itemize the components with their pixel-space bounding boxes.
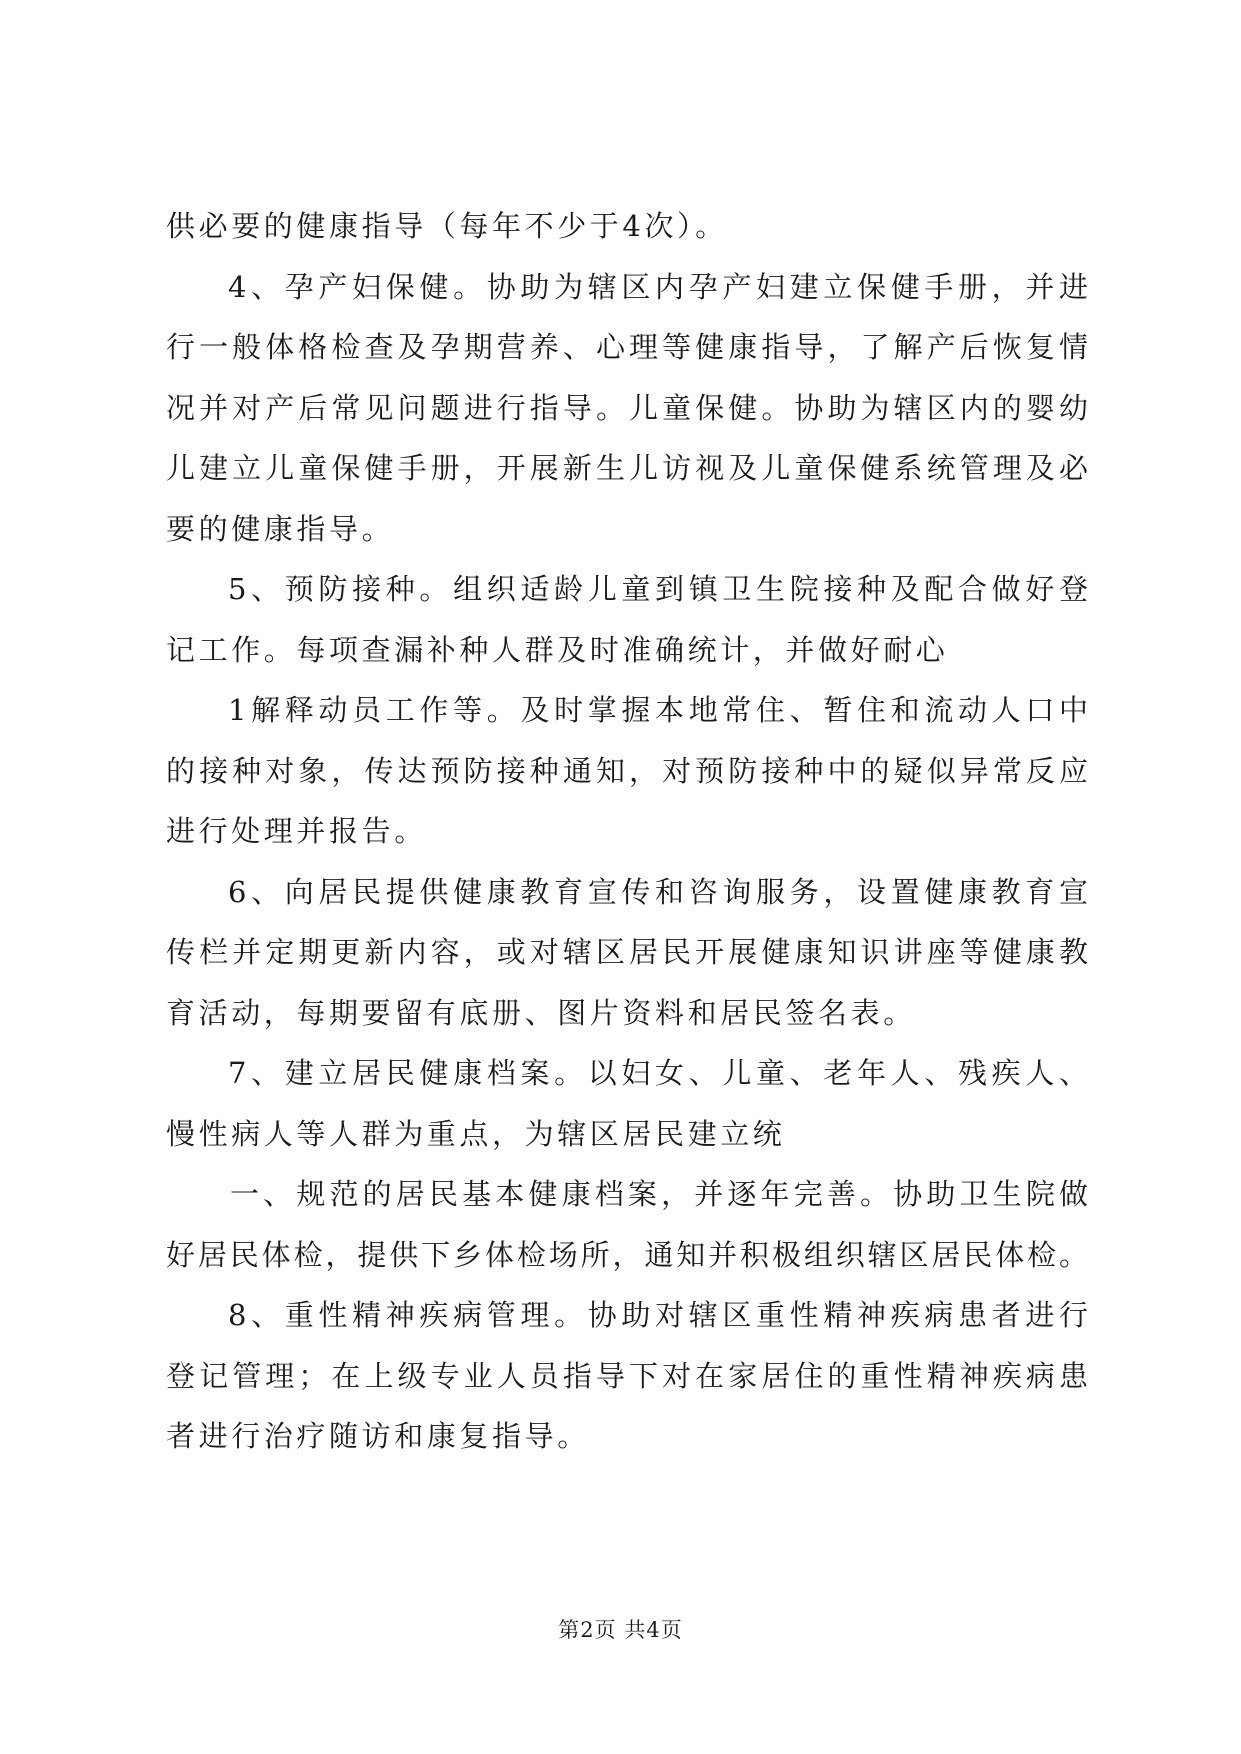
text-line: 进行处理并报告。 [166, 814, 427, 848]
text-line: 8、重性精神疾病管理。协助对辖区重性精神疾病患者进行 [228, 1298, 1088, 1332]
text-line: 一、规范的居民基本健康档案，并逐年完善。协助卫生院做 [230, 1177, 1088, 1211]
body-text [166, 196, 1088, 1467]
text-line: 4、孕产妇保健。协助为辖区内孕产妇建立保健手册，并进 [228, 269, 1088, 304]
text-line: 要的健康指导。 [166, 511, 395, 546]
text-line: 登记管理；在上级专业人员指导下对在家居住的重性精神疾病患 [166, 1358, 1088, 1393]
text-line: 5、预防接种。组织适龄儿童到镇卫生院接种及配合做好登 [228, 572, 1088, 606]
text-line: 慢性病人等人群为重点，为辖区居民建立统 [166, 1116, 786, 1151]
text-line: 传栏并定期更新内容，或对辖区居民开展健康知识讲座等健康教 [166, 935, 1088, 969]
text-line: 的接种对象，传达预防接种通知，对预防接种中的疑似异常反应 [166, 753, 1088, 788]
text-line: 1解释动员工作等。及时掌握本地常住、暂住和流动人口中 [228, 693, 1088, 727]
text-line: 7、建立居民健康档案。以妇女、儿童、老年人、残疾人、 [228, 1056, 1088, 1090]
text-line: 育活动，每期要留有底册、图片资料和居民签名表。 [166, 995, 916, 1030]
page-footer: 第2页 共4页 [558, 1618, 683, 1642]
text-line: 况并对产后常见问题进行指导。儿童保健。协助为辖区内的婴幼 [166, 390, 1088, 425]
text-line: 行一般体格检查及孕期营养、心理等健康指导，了解产后恢复情 [166, 330, 1088, 364]
text-line: 供必要的健康指导（每年不少于4次）。 [166, 209, 728, 243]
text-line: 儿建立儿童保健手册，开展新生儿访视及儿童保健系统管理及必 [166, 451, 1088, 485]
text-line: 好居民体检，提供下乡体检场所，通知并积极组织辖区居民体检。 [166, 1237, 1088, 1272]
text-line: 者进行治疗随访和康复指导。 [166, 1419, 590, 1453]
text-line: 6、向居民提供健康教育宣传和咨询服务，设置健康教育宣 [228, 874, 1088, 909]
text-line: 记工作。每项查漏补种人群及时准确统计，并做好耐心 [166, 632, 949, 667]
